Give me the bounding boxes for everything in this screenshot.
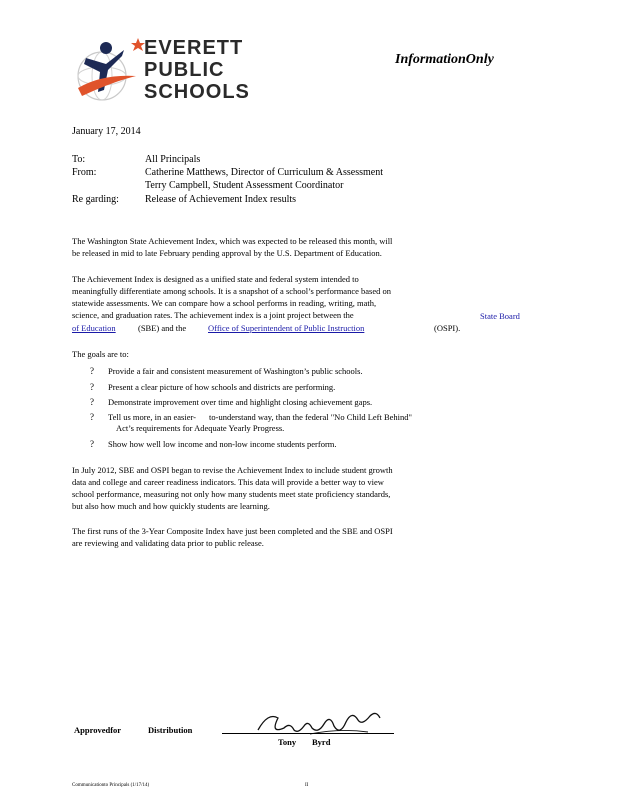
para2-line2: meaningfully differentiate among schools. It is a snapshot of a school’s performance based on bbox=[72, 286, 391, 296]
ospi-text: (OSPI). bbox=[434, 323, 461, 333]
regarding-label: Re garding: bbox=[72, 194, 119, 205]
from-value-1: Catherine Matthews, Director of Curriculum & Assessment bbox=[145, 167, 384, 178]
education-link[interactable]: of Education bbox=[72, 323, 116, 333]
para2-line4: science, and graduation rates. The achievement index is a joint project between the bbox=[72, 310, 354, 320]
para3-line1: In July 2012, SBE and OSPI began to revise the Achievement Index to include student growth bbox=[72, 465, 393, 475]
signer-last-name: Byrd bbox=[312, 737, 331, 747]
regarding-value: Release of Achievement Index results bbox=[145, 194, 297, 205]
para4-line2: are reviewing and validating data prior to public release. bbox=[72, 538, 264, 548]
district-logo bbox=[72, 34, 252, 112]
logo-line-3: SCHOOLS bbox=[144, 81, 250, 103]
document-label: Communicationto Principals (1/17/14) bbox=[72, 783, 150, 788]
goal-item-4a: Tell us more, in an easier- bbox=[108, 412, 196, 422]
goal-bullet-2: ? bbox=[90, 382, 94, 392]
sbe-text: (SBE) and the bbox=[138, 323, 187, 333]
goal-item-4b: to-understand way, than the federal "No Child Left Behind" bbox=[209, 412, 413, 422]
para1-line2: be released in mid to late February pending approval by the U.S. Department of Education. bbox=[72, 248, 382, 258]
state-board-link[interactable]: State Board bbox=[480, 311, 520, 321]
from-label: From: bbox=[72, 167, 97, 178]
signer-first-name: Tony bbox=[278, 737, 297, 747]
distribution-label: Distribution bbox=[148, 725, 193, 735]
para2-line1: The Achievement Index is designed as a unified state and federal system intended to bbox=[72, 274, 359, 284]
para1-line1: The Washington State Achievement Index, which was expected to be released this month, will bbox=[72, 236, 393, 246]
to-value: All Principals bbox=[145, 154, 201, 165]
goal-item-3: Demonstrate improvement over time and highlight closing achievement gaps. bbox=[108, 397, 373, 407]
para4-line1: The first runs of the 3-Year Composite Index have just been completed and the SBE and OSPI bbox=[72, 526, 393, 536]
information-only-label: InformationOnly bbox=[395, 52, 494, 67]
para2-line3: statewide assessments. We can compare how a school performs in reading, writing, math, bbox=[72, 298, 377, 308]
logo-emblem-icon bbox=[72, 34, 150, 112]
para3-line3: school performance, measuring not only how many students meet state proficiency standards, bbox=[72, 489, 391, 499]
goal-bullet-5: ? bbox=[90, 439, 94, 449]
goals-intro: The goals are to: bbox=[72, 349, 129, 359]
from-value-2: Terry Campbell, Student Assessment Coordinator bbox=[145, 180, 344, 191]
para3-line4: but also how much and how quickly students are learning. bbox=[72, 501, 270, 511]
to-label: To: bbox=[72, 154, 86, 165]
para3-line2: data and college and career readiness indicators. This data will provide a better way to view bbox=[72, 477, 384, 487]
goal-bullet-4: ? bbox=[90, 412, 94, 422]
logo-line-1: EVERETT bbox=[144, 37, 244, 59]
logo-line-2: PUBLIC bbox=[144, 59, 225, 81]
memo-date: January 17, 2014 bbox=[72, 126, 141, 137]
signature-line bbox=[222, 733, 394, 734]
goal-item-1: Provide a fair and consistent measurement of Washington’s public schools. bbox=[108, 366, 363, 376]
goal-item-2: Present a clear picture of how schools and districts are performing. bbox=[108, 382, 336, 392]
ospi-link[interactable]: Office of Superintendent of Public Instruction bbox=[208, 323, 365, 333]
goal-bullet-1: ? bbox=[90, 366, 94, 376]
page-number: II bbox=[305, 783, 309, 788]
goal-item-4c: Act’s requirements for Adequate Yearly Progress. bbox=[116, 423, 285, 433]
goal-item-5: Show how well low income and non-low income students perform. bbox=[108, 439, 337, 449]
approved-label: Approvedfor bbox=[74, 725, 122, 735]
goal-bullet-3: ? bbox=[90, 397, 94, 407]
